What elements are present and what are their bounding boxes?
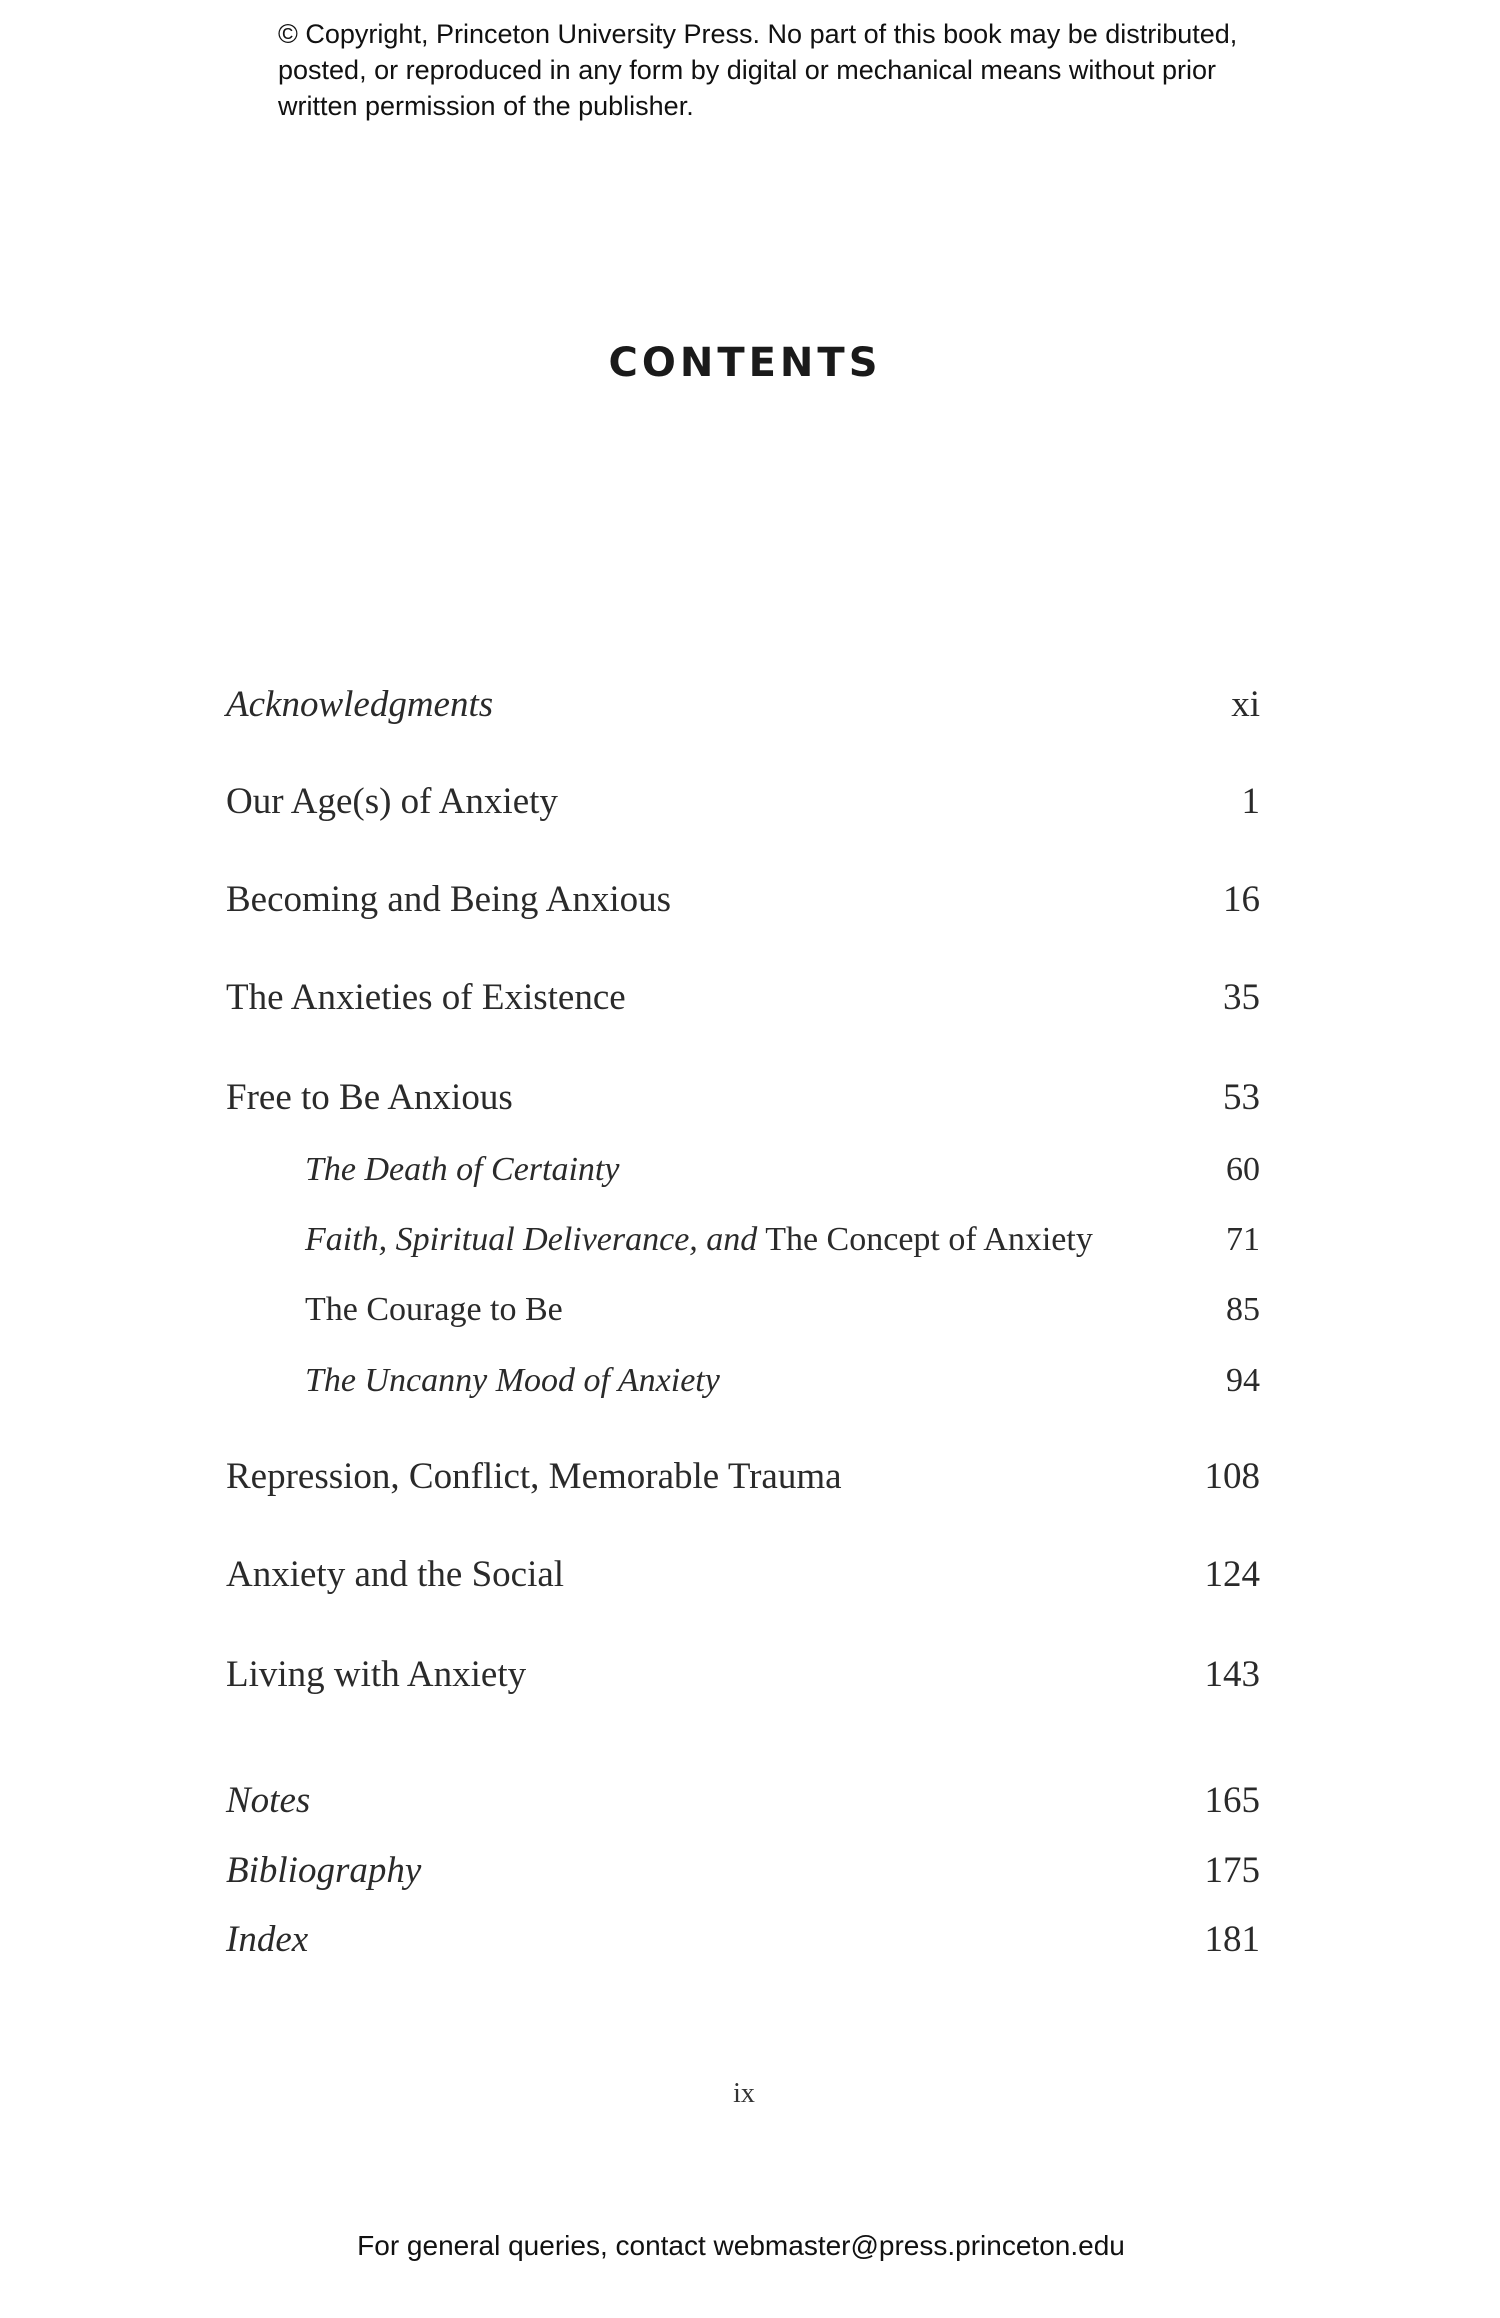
toc-page: 175 (1204, 1850, 1260, 1891)
toc-label-roman: The Concept of Anxiety (757, 1221, 1093, 1258)
toc-label: Repression, Conflict, Memorable Trauma (226, 1456, 842, 1497)
toc-page: xi (1231, 684, 1260, 725)
toc-page: 53 (1223, 1077, 1260, 1118)
toc-label: Notes (226, 1780, 311, 1821)
toc-page: 1 (1241, 781, 1260, 822)
toc-label: Becoming and Being Anxious (226, 879, 671, 920)
toc-label: Our Age(s) of Anxiety (226, 781, 558, 822)
toc-label: Living with Anxiety (226, 1654, 527, 1695)
toc-page: 165 (1204, 1780, 1260, 1821)
toc-label: The Uncanny Mood of Anxiety (305, 1362, 720, 1399)
toc-page: 124 (1204, 1554, 1260, 1595)
toc-page: 71 (1226, 1221, 1260, 1258)
toc-label: The Anxieties of Existence (226, 977, 626, 1018)
toc-page: 108 (1204, 1456, 1260, 1497)
toc-page: 16 (1223, 879, 1260, 920)
toc-label: Bibliography (226, 1850, 422, 1891)
toc-page: 60 (1226, 1151, 1260, 1188)
copyright-notice: © Copyright, Princeton University Press. No part of this book may be distributed, posted, or reproduced in any form by digital or mechanical means without prior written permission of the publisher. (278, 19, 1238, 121)
toc-label-italic: Faith, Spiritual Deliverance, and (305, 1221, 758, 1258)
toc-page: 181 (1204, 1919, 1260, 1960)
toc-label: Free to Be Anxious (226, 1077, 513, 1118)
toc-page: 143 (1204, 1654, 1260, 1695)
toc-page: 94 (1226, 1362, 1260, 1399)
footer-contact: For general queries, contact webmaster@press.princeton.edu (357, 2230, 1125, 2261)
page-title: CONTENTS (608, 340, 882, 386)
page-number: ix (733, 2078, 755, 2109)
toc-label: Anxiety and the Social (226, 1554, 565, 1595)
toc-label: The Courage to Be (305, 1291, 563, 1328)
toc-page: 85 (1226, 1291, 1260, 1328)
toc-label: Acknowledgments (226, 684, 494, 725)
toc-label (305, 1220, 1180, 1260)
toc-label: The Death of Certainty (305, 1151, 620, 1188)
toc-label: Index (226, 1919, 309, 1960)
toc-page: 35 (1223, 977, 1260, 1018)
